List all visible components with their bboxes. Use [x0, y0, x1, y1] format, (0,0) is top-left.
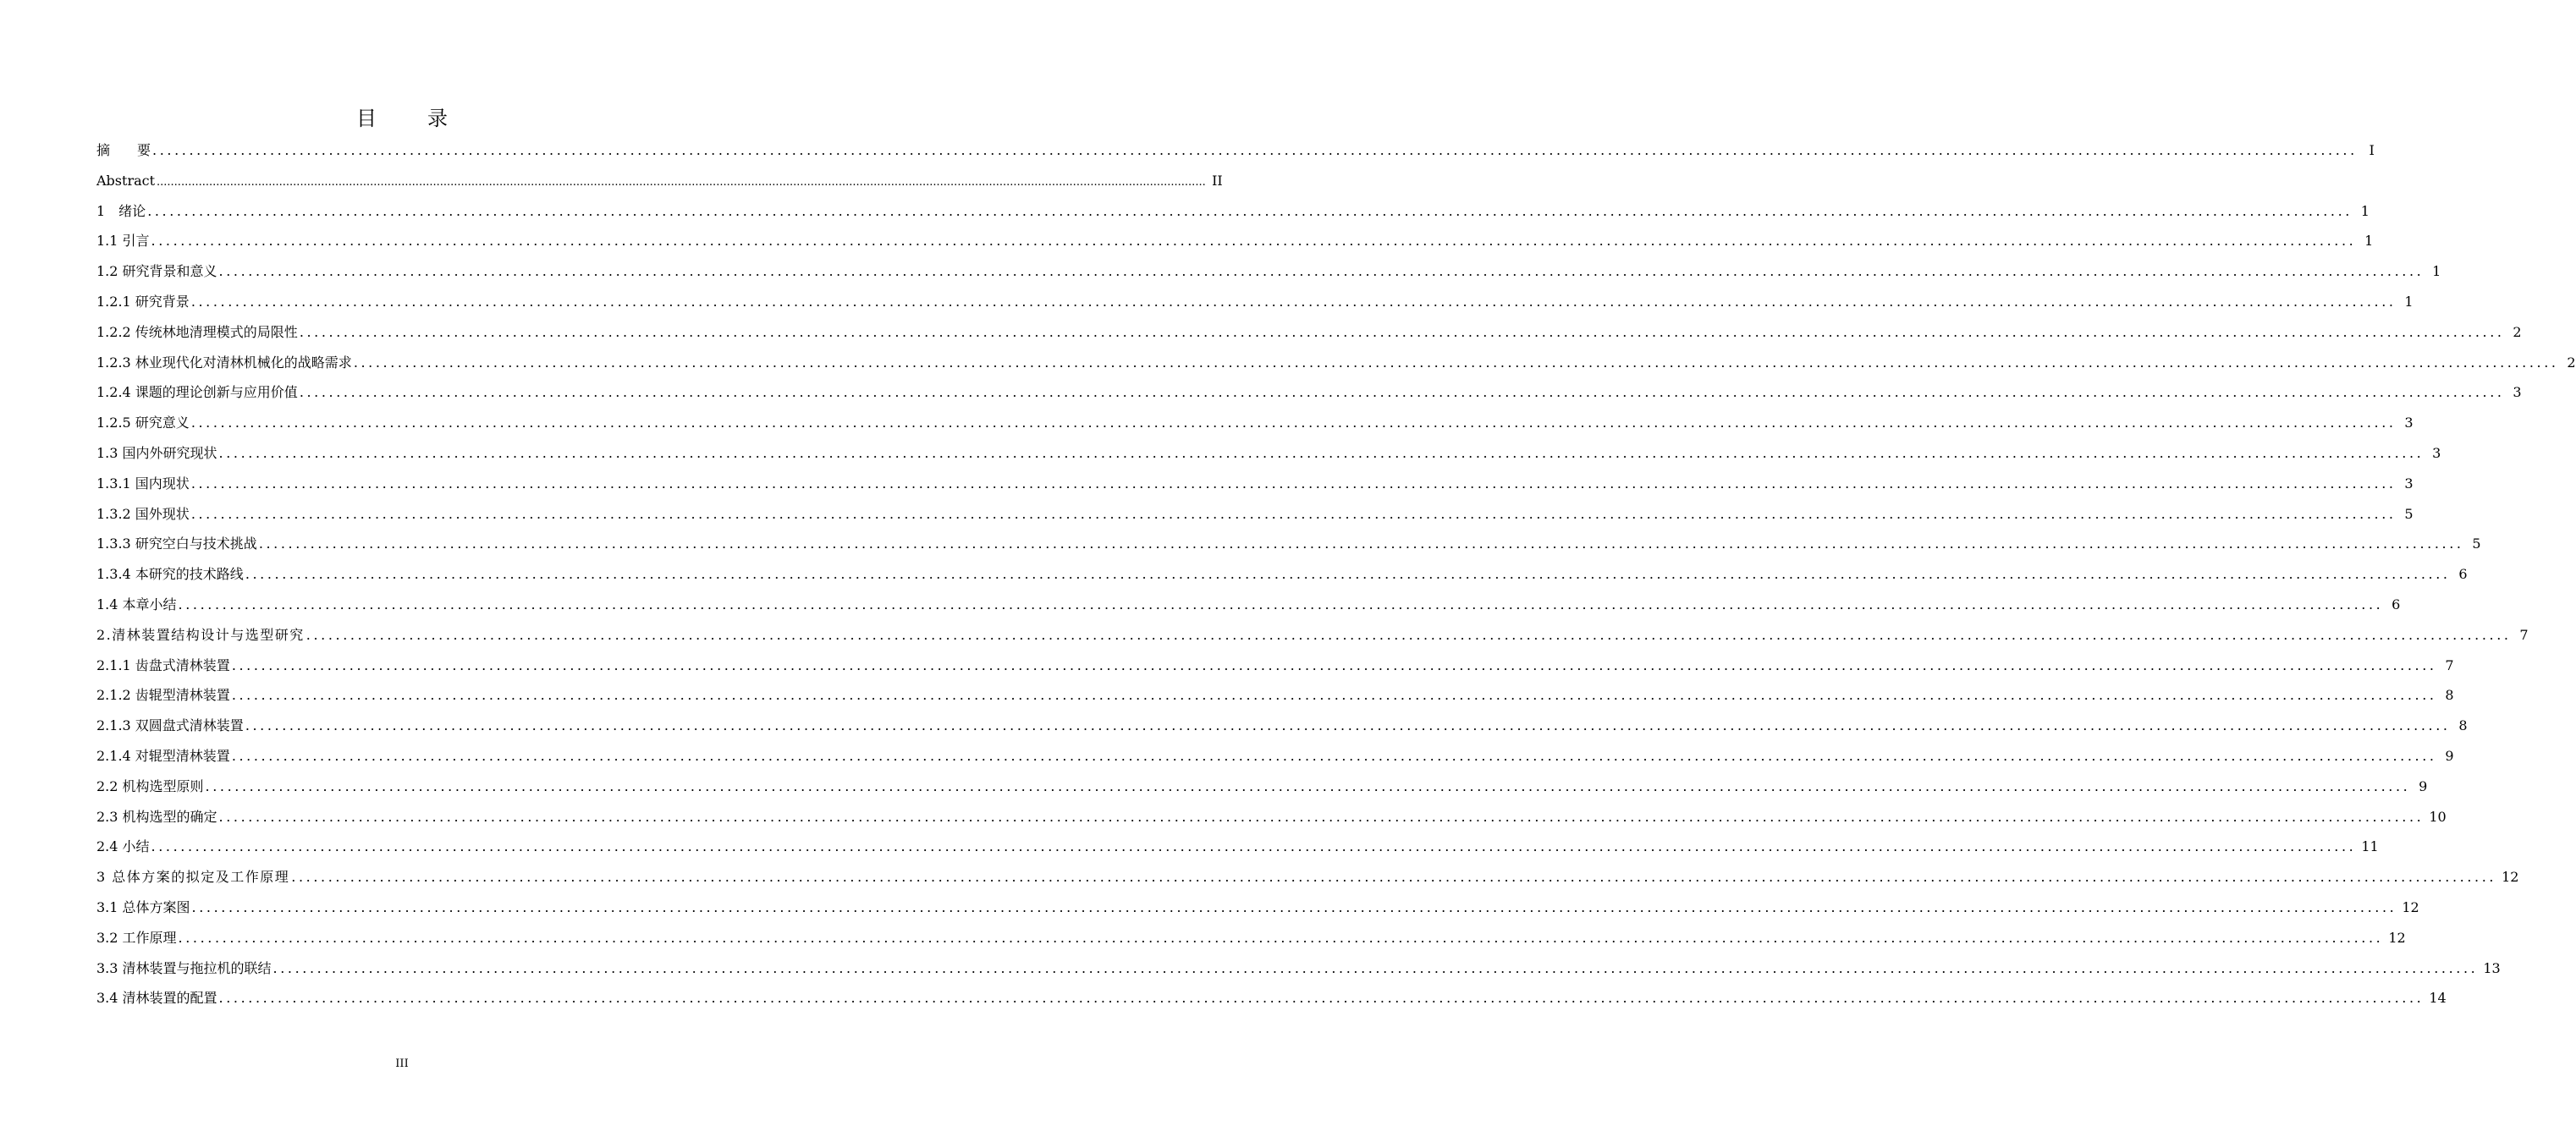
toc-entry[interactable] — [96, 802, 2447, 832]
toc-entry-title: 1.3.4 本研究的技术路线 — [96, 566, 244, 583]
toc-entry-page: 6 — [2392, 596, 2401, 612]
toc-entry-page: 14 — [2429, 990, 2447, 1007]
toc-dot-leader: ............................................................................................................................................................................................................................................................................................................ — [299, 323, 2505, 340]
toc-entry-title: 3.1 总体方案图 — [96, 898, 190, 915]
toc-dot-leader: ............................................................................................................................................................................................................................................................................................................ — [231, 656, 2437, 673]
toc-dot-leader: ............................................................................................................................................................................................................................................................................................................ — [152, 142, 2358, 158]
toc-entry-page: 12 — [2388, 929, 2406, 946]
toc-entry[interactable] — [96, 287, 2414, 317]
toc-entry-page: 8 — [2445, 687, 2454, 704]
toc-entry[interactable] — [96, 469, 2414, 499]
toc-entry-page: 12 — [2502, 869, 2519, 886]
toc-entry[interactable] — [96, 983, 2447, 1013]
toc-entry-title: 1.3.1 国内现状 — [96, 475, 190, 492]
toc-dot-leader: ............................................................................................................................................................................................................................................................................................................ — [231, 747, 2437, 764]
toc-dot-leader: ............................................................................................................................................................................................................................................................................................................ — [245, 566, 2451, 583]
toc-entry-page: 9 — [2419, 777, 2428, 794]
page-title: 目 录 — [356, 107, 463, 130]
toc-entry-page: 1 — [2404, 293, 2414, 310]
toc-entry-title: 3.4 清林装置的配置 — [96, 990, 217, 1007]
toc-entry-page: 2 — [2513, 323, 2522, 340]
toc-entry-page: 11 — [2361, 838, 2379, 855]
toc-dot-leader: ............................................................................................................................................................................................................................................................................................................ — [299, 384, 2505, 401]
toc-entry-page: 13 — [2483, 959, 2501, 976]
toc-entry-page: 7 — [2519, 626, 2529, 643]
toc-dot-leader: ............................................................................................................................................................................................................................................................................................................ — [272, 959, 2479, 976]
toc-entry-title: Abstract — [96, 172, 156, 189]
toc-entry[interactable] — [96, 862, 2519, 893]
toc-entry-title: 1.1 引言 — [96, 233, 150, 250]
toc-entry[interactable] — [96, 651, 2454, 681]
toc-entry-title: 2.1.1 齿盘式清林装置 — [96, 656, 230, 673]
toc-entry-title: 1.2 研究背景和意义 — [96, 263, 217, 280]
toc-dot-leader: ............................................................................................................................................................................................................................................................................................................ — [147, 202, 2353, 219]
toc-entry-title: 1 绪论 — [96, 202, 146, 219]
toc-entry-page: 7 — [2445, 656, 2454, 673]
toc-entry-title: 1.3 国内外研究现状 — [96, 444, 217, 461]
toc-entry-page: 2 — [2567, 354, 2576, 371]
toc-entry[interactable] — [96, 317, 2522, 348]
toc-dot-leader: ............................................................................................................................................................................................................................................................................................................ — [231, 687, 2437, 704]
toc-dot-leader: ............................................................................................................................................................................................................................................................................................................ — [157, 175, 1206, 189]
toc-dot-leader: ............................................................................................................................................................................................................................................................................................................ — [190, 415, 2397, 431]
page-number: III — [395, 1057, 409, 1070]
toc-entry-page: I — [2369, 142, 2375, 158]
toc-entry-title: 1.3.3 研究空白与技术挑战 — [96, 536, 257, 552]
table-of-contents — [96, 135, 2576, 1013]
toc-entry[interactable] — [96, 832, 2379, 862]
toc-entry-title: 3.2 工作原理 — [96, 929, 177, 946]
toc-entry[interactable] — [96, 680, 2454, 711]
toc-entry-page: 9 — [2445, 747, 2454, 764]
toc-dot-leader: ............................................................................................................................................................................................................................................................................................................ — [190, 293, 2397, 310]
toc-entry[interactable] — [96, 348, 2576, 378]
toc-entry-title: 2.4 小结 — [96, 838, 150, 855]
toc-dot-leader: ............................................................................................................................................................................................................................................................................................................ — [218, 263, 2425, 280]
toc-entry[interactable] — [96, 559, 2468, 590]
toc-entry-title: 1.2.4 课题的理论创新与应用价值 — [96, 384, 298, 401]
toc-dot-leader: ............................................................................................................................................................................................................................................................................................................ — [178, 929, 2384, 946]
toc-entry[interactable] — [96, 529, 2481, 559]
toc-dot-leader: ............................................................................................................................................................................................................................................................................................................ — [218, 444, 2425, 461]
toc-dot-leader: ............................................................................................................................................................................................................................................................................................................ — [178, 596, 2384, 612]
toc-entry-title: 1.3.2 国外现状 — [96, 505, 190, 522]
toc-entry-page: 1 — [2364, 233, 2374, 250]
toc-entry-page: 1 — [2432, 263, 2441, 280]
toc-entry[interactable] — [96, 772, 2428, 802]
toc-entry[interactable] — [96, 620, 2529, 651]
toc-dot-leader: ............................................................................................................................................................................................................................................................................................................ — [190, 505, 2397, 522]
toc-dot-leader: ............................................................................................................................................................................................................................................................................................................ — [291, 869, 2497, 886]
toc-entry[interactable] — [96, 438, 2441, 469]
toc-dot-leader: ............................................................................................................................................................................................................................................................................................................ — [151, 233, 2357, 250]
toc-entry-page: 3 — [2513, 384, 2522, 401]
toc-entry-title: 1.2.1 研究背景 — [96, 293, 190, 310]
toc-entry-title: 2.1.4 对辊型清林装置 — [96, 747, 230, 764]
toc-entry[interactable] — [96, 226, 2374, 256]
toc-dot-leader: ............................................................................................................................................................................................................................................................................................................ — [245, 717, 2451, 734]
toc-entry-page: 12 — [2402, 898, 2419, 915]
toc-entry[interactable] — [96, 741, 2454, 772]
toc-entry-title: 摘 要 — [96, 142, 151, 158]
toc-dot-leader: ............................................................................................................................................................................................................................................................................................................ — [151, 838, 2357, 855]
toc-entry-title: 1.2.3 林业现代化对清林机械化的战略需求 — [96, 354, 352, 371]
toc-entry-page: 3 — [2432, 444, 2441, 461]
toc-entry[interactable] — [96, 923, 2406, 953]
toc-entry-title: 2.3 机构选型的确定 — [96, 808, 217, 825]
toc-entry[interactable] — [96, 256, 2441, 287]
toc-entry-page: 10 — [2429, 808, 2447, 825]
toc-entry[interactable] — [96, 408, 2414, 438]
toc-entry[interactable] — [96, 953, 2501, 984]
toc-dot-leader: ............................................................................................................................................................................................................................................................................................................ — [258, 536, 2464, 552]
toc-dot-leader: ............................................................................................................................................................................................................................................................................................................ — [190, 475, 2397, 492]
toc-dot-leader: ............................................................................................................................................................................................................................................................................................................ — [205, 777, 2411, 794]
toc-entry[interactable] — [96, 135, 2375, 166]
toc-entry-title: 2.1.3 双圆盘式清林装置 — [96, 717, 244, 734]
toc-entry[interactable] — [96, 166, 1223, 196]
toc-entry-title: 2.2 机构选型原则 — [96, 777, 204, 794]
toc-entry-page: 6 — [2458, 566, 2468, 583]
toc-entry[interactable] — [96, 377, 2522, 408]
toc-entry-page: 8 — [2458, 717, 2468, 734]
toc-entry-page: 3 — [2404, 415, 2414, 431]
toc-entry-title: 1.2.2 传统林地清理模式的局限性 — [96, 323, 298, 340]
toc-entry[interactable] — [96, 196, 2370, 227]
toc-entry[interactable] — [96, 499, 2414, 530]
toc-entry-page: 1 — [2360, 202, 2370, 219]
toc-entry-page: 3 — [2404, 475, 2414, 492]
toc-dot-leader: ............................................................................................................................................................................................................................................................................................................ — [305, 626, 2512, 643]
toc-dot-leader: ............................................................................................................................................................................................................................................................................................................ — [218, 990, 2425, 1007]
toc-entry-page: 5 — [2404, 505, 2414, 522]
toc-dot-leader: ............................................................................................................................................................................................................................................................................................................ — [353, 354, 2559, 371]
toc-entry[interactable] — [96, 590, 2401, 620]
toc-dot-leader: ............................................................................................................................................................................................................................................................................................................ — [191, 898, 2397, 915]
toc-entry-page: II — [1212, 172, 1223, 189]
toc-entry-title: 2.清林装置结构设计与选型研究 — [96, 626, 305, 643]
toc-entry-title: 1.2.5 研究意义 — [96, 415, 190, 431]
toc-entry-title: 3.3 清林装置与拖拉机的联结 — [96, 959, 272, 976]
toc-entry-title: 1.4 本章小结 — [96, 596, 177, 612]
toc-dot-leader: ............................................................................................................................................................................................................................................................................................................ — [218, 808, 2425, 825]
toc-entry[interactable] — [96, 711, 2468, 741]
toc-entry-title: 3 总体方案的拟定及工作原理 — [96, 869, 290, 886]
toc-entry-title: 2.1.2 齿辊型清林装置 — [96, 687, 230, 704]
toc-entry-page: 5 — [2472, 536, 2481, 552]
toc-entry[interactable] — [96, 893, 2419, 923]
